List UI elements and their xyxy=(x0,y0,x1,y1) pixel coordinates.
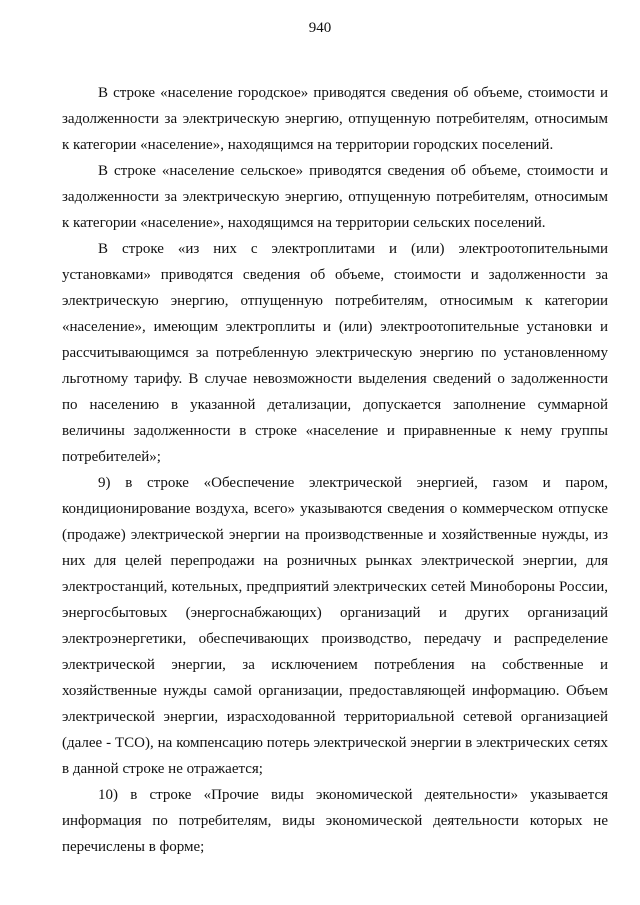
paragraph-urban-population: В строке «население городское» приводятся сведения об объеме, стоимости и задолженности за электрическую энергию, отпущенную потребителям, относимым к категории «население», находящимся на территории городских поселений. xyxy=(62,85,608,153)
paragraph-item-10: 10) в строке «Прочие виды экономической деятельности» указывается информация по потребителям, виды экономической деятельности которых не перечислены в форме; xyxy=(62,787,608,855)
document-body xyxy=(62,80,608,860)
page-number: 940 xyxy=(308,20,332,36)
paragraph-item-9: 9) в строке «Обеспечение электрической энергией, газом и паром, кондиционирование воздуха, всего» указываются сведения о коммерческом отпуске (продаже) электрической энергии на производственные и хозяйственные нужды, из них для целей перепродажи на розничных рынках электрической энергии, для электростанций, котельных, предприятий электрических сетей Минобороны России, энергосбытовых (энергоснабжающих) организаций и других организаций электроэнергетики, обеспечивающих производство, передачу и распределение электрической энергии, за исключением потребления на собственные и хозяйственные нужды самой организации, предоставляющей информацию. Объем электрической энергии, израсходованной территориальной сетевой организацией (далее - ТСО), на компенсацию потерь электрической энергии в электрических сетях в данной строке не отражается; xyxy=(62,475,608,777)
paragraph-rural-population: В строке «население сельское» приводятся сведения об объеме, стоимости и задолженности за электрическую энергию, отпущенную потребителям, относимым к категории «население», находящимся на территории сельских поселений. xyxy=(62,163,608,231)
paragraph-electric-stoves: В строке «из них с электроплитами и (или) электроотопительными установками» приводятся сведения об объеме, стоимости и задолженности за электрическую энергию, отпущенную потребителям, относимым к категории «население», имеющим электроплиты и (или) электроотопительные установки и рассчитывающимся за потребленную электрическую энергию по установленному льготному тарифу. В случае невозможности выделения сведений о задолженности по населению в указанной детализации, допускается заполнение суммарной величины задолженности в строке «население и приравненные к нему группы потребителей»; xyxy=(62,241,608,465)
